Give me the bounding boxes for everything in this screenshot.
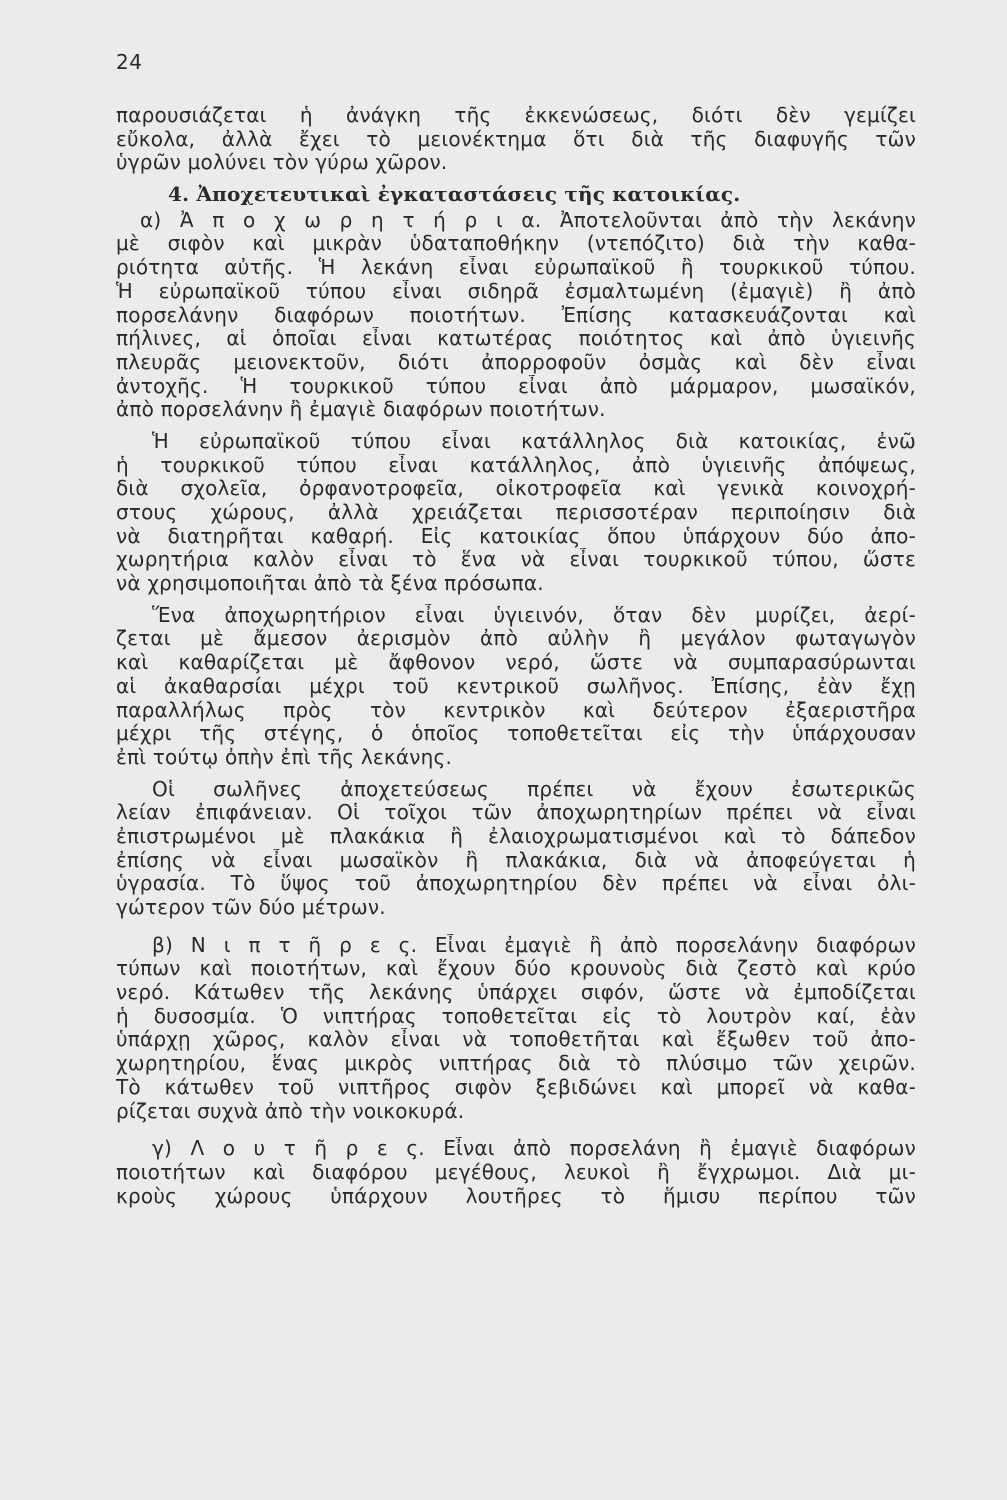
text-line: ἐπιστρωμένοι μὲ πλακάκια ἢ ἐλαιοχρωματισμένοι καὶ τὸ δάπεδον bbox=[116, 824, 916, 848]
text-line: παραλλήλως πρὸς τὸν κεντρικὸν καὶ δεύτερον ἐξαεριστῆρα bbox=[116, 698, 916, 722]
text-line: γ) Λ ο υ τ ῆ ρ ε ς. Εἶναι ἀπὸ πορσελάνη ἢ ἐμαγιὲ διαφόρων bbox=[152, 1137, 916, 1161]
text-line: αἱ ἀκαθαρσίαι μέχρι τοῦ κεντρικοῦ σωλῆνος. Ἐπίσης, ἐὰν ἔχῃ bbox=[116, 674, 916, 698]
text-line: διὰ σχολεῖα, ὀρφανοτροφεῖα, οἰκοτροφεῖα καὶ γενικὰ κοινοχρή- bbox=[116, 477, 916, 501]
text-line: τύπων καὶ ποιοτήτων, καὶ ἔχουν δύο κρουνοὺς διὰ ζεστὸ καὶ κρύο bbox=[116, 957, 916, 981]
text-line: παρουσιάζεται ἡ ἀνάγκη τῆς ἐκκενώσεως, διότι δὲν γεμίζει bbox=[116, 104, 916, 127]
text-line: ἡ δυσοσμία. Ὁ νιπτήρας τοποθετεῖται εἰς τὸ λουτρὸν καί, ἐὰν bbox=[116, 1004, 916, 1028]
text-line: πήλινες, αἱ ὁποῖαι εἶναι κατωτέρας ποιότητος καὶ ἀπὸ ὑγιεινῆς bbox=[116, 327, 916, 351]
text-line: χωρητηρίου, ἕνας μικρὸς νιπτήρας διὰ τὸ πλύσιμο τῶν χειρῶν. bbox=[116, 1052, 916, 1076]
text-line: πορσελάνην διαφόρων ποιοτήτων. Ἐπίσης κατασκευάζονται καὶ bbox=[116, 303, 916, 327]
text-line: ἀντοχῆς. Ἡ τουρκικοῦ τύπου εἶναι ἀπὸ μάρμαρον, μωσαϊκόν, bbox=[116, 374, 916, 398]
text-line: ριότητα αὐτῆς. Ἡ λεκάνη εἶναι εὐρωπαϊκοῦ ἢ τουρκικοῦ τύπου. bbox=[116, 256, 916, 280]
text-line: χωρητήρια καλὸν εἶναι τὸ ἕνα νὰ εἶναι τουρκικοῦ τύπου, ὥστε bbox=[116, 548, 916, 572]
paragraph-gap bbox=[116, 596, 916, 604]
text-line: Οἱ σωλῆνες ἀποχετεύσεως πρέπει νὰ ἔχουν ἐσωτερικῶς bbox=[152, 777, 916, 801]
body-text bbox=[116, 104, 916, 1208]
text-line: νὰ διατηρῆται καθαρή. Εἰς κατοικίας ὅπου ὑπάρχουν δύο ἀπο- bbox=[116, 524, 916, 548]
text-line: μέχρι τῆς στέγης, ὁ ὁποῖος τοποθετεῖται εἰς τὴν ὑπάρχουσαν bbox=[116, 722, 916, 746]
text-line: ὑγρασία. Τὸ ὕψος τοῦ ἀποχωρητηρίου δὲν πρέπει νὰ εἶναι ὀλι- bbox=[116, 872, 916, 896]
text-line: Ἡ εὐρωπαϊκοῦ τύπου εἶναι σιδηρᾶ ἐσμαλτωμένη (ἐμαγιὲ) ἢ ἀπὸ bbox=[116, 279, 916, 303]
text-line: Τὸ κάτωθεν τοῦ νιπτῆρος σιφὸν ξεβιδώνει καὶ μπορεῖ νὰ καθα- bbox=[116, 1075, 916, 1099]
text-line: Ἕνα ἀποχωρητήριον εἶναι ὑγιεινόν, ὅταν δὲν μυρίζει, ἀερί- bbox=[152, 603, 916, 627]
text-line: κροὺς χώρους ὑπάρχουν λουτῆρες τὸ ἥμισυ περίπου τῶν bbox=[116, 1184, 916, 1208]
paragraph-gap bbox=[116, 920, 916, 934]
text-line: ποιοτήτων καὶ διαφόρου μεγέθους, λευκοὶ ἢ ἔγχρωμοι. Διὰ μι- bbox=[116, 1160, 916, 1184]
text-line: ἡ τουρκικοῦ τύπου εἶναι κατάλληλος, ἀπὸ ὑγιεινῆς ἀπόψεως, bbox=[116, 453, 916, 477]
text-line: καὶ καθαρίζεται μὲ ἄφθονον νερό, ὥστε νὰ συμπαρασύρωνται bbox=[116, 651, 916, 675]
section-heading: 4. Ἀποχετευτικαὶ ἐγκαταστάσεις τῆς κατοικίας. bbox=[168, 183, 741, 207]
page-number: 24 bbox=[116, 50, 143, 74]
paragraph-gap bbox=[116, 1123, 916, 1137]
text-line: ὑπάρχῃ χῶρος, καλὸν εἶναι νὰ τοποθετῆται καὶ ἔξωθεν τοῦ ἀπο- bbox=[116, 1028, 916, 1052]
text-line: πλευρᾶς μειονεκτοῦν, διότι ἀπορροφοῦν ὀσμὰς καὶ δὲν εἶναι bbox=[116, 350, 916, 374]
text-line: ἀπὸ πορσελάνην ἢ ἐμαγιὲ διαφόρων ποιοτήτων. bbox=[116, 398, 606, 422]
text-line: Ἡ εὐρωπαϊκοῦ τύπου εἶναι κατάλληλος διὰ κατοικίας, ἐνῶ bbox=[152, 429, 916, 453]
text-line: μὲ σιφὸν καὶ μικρὰν ὑδαταποθήκην (ντεπόζιτο) διὰ τὴν καθα- bbox=[116, 232, 916, 256]
text-line: γώτερον τῶν δύο μέτρων. bbox=[116, 896, 386, 919]
text-line: νὰ χρησιμοποιῆται ἀπὸ τὰ ξένα πρόσωπα. bbox=[116, 572, 544, 596]
text-line: β) Ν ι π τ ῆ ρ ε ς. Εἶναι ἐμαγιὲ ἢ ἀπὸ πορσελάνην διαφόρων bbox=[152, 933, 916, 957]
text-line: ζεται μὲ ἄμεσον ἀερισμὸν ἀπὸ αὐλὴν ἢ μεγάλον φωταγωγὸν bbox=[116, 627, 916, 651]
text-line: ρίζεται συχνὰ ἀπὸ τὴν νοικοκυρά. bbox=[116, 1099, 465, 1123]
paragraph-gap bbox=[116, 422, 916, 430]
text-line: ὑγρῶν μολύνει τὸν γύρω χῶρον. bbox=[116, 151, 448, 175]
text-line: στους χώρους, ἀλλὰ χρειάζεται περισσοτέραν περιποίησιν διὰ bbox=[116, 501, 916, 524]
text-line: α) Ἀ π ο χ ω ρ η τ ή ρ ι α. Ἀποτελοῦνται ἀπὸ τὴν λεκάνην bbox=[140, 208, 916, 232]
text-line: λείαν ἐπιφάνειαν. Οἱ τοῖχοι τῶν ἀποχωρητηρίων πρέπει νὰ εἶναι bbox=[116, 801, 916, 825]
text-line: εὔκολα, ἀλλὰ ἔχει τὸ μειονέκτημα ὅτι διὰ τῆς διαφυγῆς τῶν bbox=[116, 127, 916, 151]
text-line: ἐπὶ τούτῳ ὀπὴν ἐπὶ τῆς λεκάνης. bbox=[116, 745, 453, 769]
text-line: ἐπίσης νὰ εἶναι μωσαϊκὸν ἢ πλακάκια, διὰ νὰ ἀποφεύγεται ἡ bbox=[116, 848, 916, 872]
text-line: νερό. Κάτωθεν τῆς λεκάνης ὑπάρχει σιφόν, ὥστε νὰ ἐμποδίζεται bbox=[116, 981, 916, 1005]
paragraph-gap bbox=[116, 770, 916, 778]
